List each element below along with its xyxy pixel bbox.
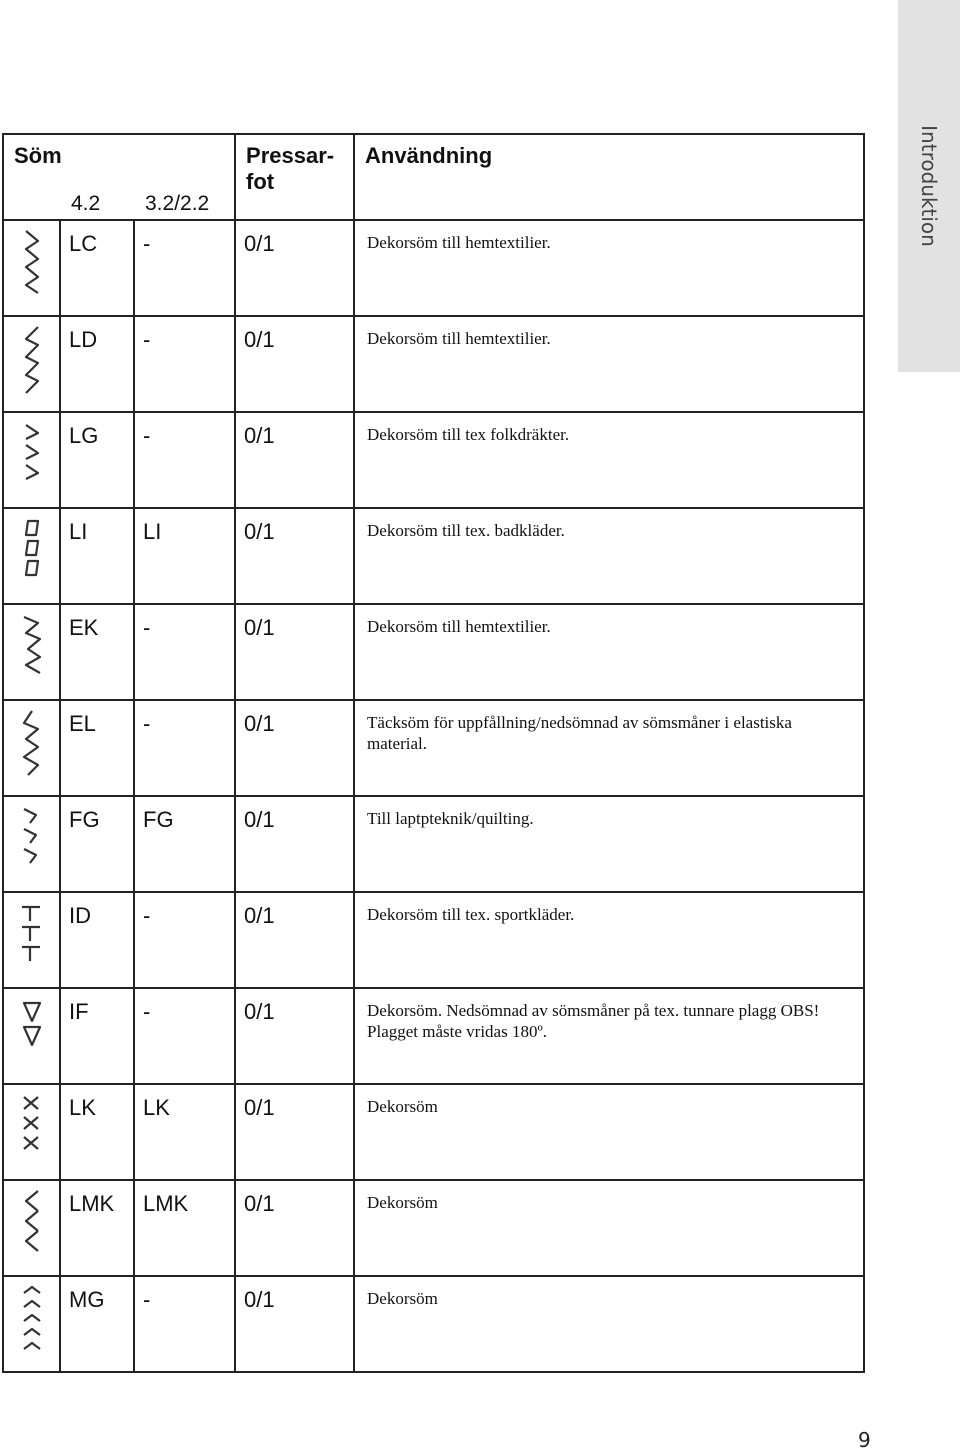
stitch-icon-cell (3, 1276, 60, 1372)
model-b-code: - (134, 988, 235, 1084)
usage-text: Dekorsöm till tex folkdräkter. (354, 412, 864, 508)
table-row (3, 796, 864, 892)
stitch-icon-cell (3, 1180, 60, 1276)
model-a-code: FG (60, 796, 134, 892)
side-tab (898, 0, 960, 372)
stitch-mg-icon (16, 1283, 48, 1355)
header-usage-label: Användning (365, 143, 493, 168)
presser-foot-value: 0/1 (235, 1180, 354, 1276)
model-b-code: LK (134, 1084, 235, 1180)
stitch-icon-cell (3, 604, 60, 700)
stitch-ld-icon (16, 323, 48, 395)
presser-foot-value: 0/1 (235, 604, 354, 700)
usage-text: Dekorsöm till tex. sportkläder. (354, 892, 864, 988)
stitch-el-icon (16, 707, 48, 779)
stitch-lg-icon (16, 419, 48, 491)
presser-foot-value: 0/1 (235, 316, 354, 412)
stitch-icon-cell (3, 988, 60, 1084)
presser-foot-value: 0/1 (235, 508, 354, 604)
header-stitch (3, 134, 235, 220)
stitch-icon-cell (3, 1084, 60, 1180)
model-a-code: ID (60, 892, 134, 988)
model-a-code: LC (60, 220, 134, 316)
header-model-a: 4.2 (71, 192, 101, 215)
model-b-code: LI (134, 508, 235, 604)
usage-text: Dekorsöm. Nedsömnad av sömsmåner på tex. tunnare plagg OBS! Plagget måste vridas 180º. (354, 988, 864, 1084)
model-a-code: EL (60, 700, 134, 796)
presser-foot-value: 0/1 (235, 1276, 354, 1372)
usage-text: Dekorsöm (354, 1180, 864, 1276)
table-row (3, 508, 864, 604)
header-presser-foot (235, 134, 354, 220)
usage-text: Dekorsöm till tex. badkläder. (354, 508, 864, 604)
presser-foot-value: 0/1 (235, 796, 354, 892)
presser-foot-value: 0/1 (235, 988, 354, 1084)
stitch-icon-cell (3, 316, 60, 412)
stitch-lk-icon (16, 1091, 48, 1163)
model-a-code: LG (60, 412, 134, 508)
table-row (3, 1084, 864, 1180)
model-b-code: - (134, 316, 235, 412)
header-model-b: 3.2/2.2 (145, 192, 210, 215)
stitch-if-icon (16, 995, 48, 1067)
stitch-ek-icon (16, 611, 48, 683)
model-b-code: FG (134, 796, 235, 892)
page-number: 9 (858, 1428, 871, 1452)
stitch-id-icon (16, 899, 48, 971)
stitch-icon-cell (3, 892, 60, 988)
stitch-icon-cell (3, 508, 60, 604)
usage-text: Dekorsöm till hemtextilier. (354, 316, 864, 412)
presser-foot-value: 0/1 (235, 412, 354, 508)
model-a-code: LD (60, 316, 134, 412)
usage-text: Dekorsöm (354, 1276, 864, 1372)
stitch-icon-cell (3, 700, 60, 796)
table-row (3, 988, 864, 1084)
usage-text: Dekorsöm (354, 1084, 864, 1180)
stitch-li-icon (16, 515, 48, 587)
table-row (3, 412, 864, 508)
presser-foot-value: 0/1 (235, 892, 354, 988)
model-b-code: - (134, 412, 235, 508)
model-a-code: MG (60, 1276, 134, 1372)
model-b-code: LMK (134, 1180, 235, 1276)
header-usage (354, 134, 864, 220)
stitch-fg-icon (16, 803, 48, 875)
table-row (3, 316, 864, 412)
presser-foot-value: 0/1 (235, 1084, 354, 1180)
stitch-table (2, 133, 865, 1373)
usage-text: Dekorsöm till hemtextilier. (354, 220, 864, 316)
table-row (3, 700, 864, 796)
table-header-row (3, 134, 864, 220)
model-b-code: - (134, 1276, 235, 1372)
stitch-icon-cell (3, 220, 60, 316)
model-a-code: IF (60, 988, 134, 1084)
header-presser-foot-line1: Pressar- (246, 143, 335, 168)
model-b-code: - (134, 604, 235, 700)
usage-text: Till laptpteknik/quilting. (354, 796, 864, 892)
model-a-code: LI (60, 508, 134, 604)
model-b-code: - (134, 220, 235, 316)
stitch-lc-icon (16, 227, 48, 299)
table-row (3, 1276, 864, 1372)
table-row (3, 892, 864, 988)
model-a-code: LMK (60, 1180, 134, 1276)
table-row (3, 1180, 864, 1276)
stitch-lmk-icon (16, 1187, 48, 1259)
usage-text: Dekorsöm till hemtextilier. (354, 604, 864, 700)
model-b-code: - (134, 700, 235, 796)
presser-foot-value: 0/1 (235, 220, 354, 316)
header-stitch-label: Söm (14, 143, 62, 168)
presser-foot-value: 0/1 (235, 700, 354, 796)
stitch-icon-cell (3, 796, 60, 892)
stitch-icon-cell (3, 412, 60, 508)
side-tab-label: Introduktion (917, 125, 941, 247)
table-row (3, 604, 864, 700)
table-row (3, 220, 864, 316)
header-presser-foot-line2: fot (246, 169, 275, 194)
model-a-code: EK (60, 604, 134, 700)
usage-text: Täcksöm för uppfållning/nedsömnad av sömsmåner i elastiska material. (354, 700, 864, 796)
model-a-code: LK (60, 1084, 134, 1180)
model-b-code: - (134, 892, 235, 988)
